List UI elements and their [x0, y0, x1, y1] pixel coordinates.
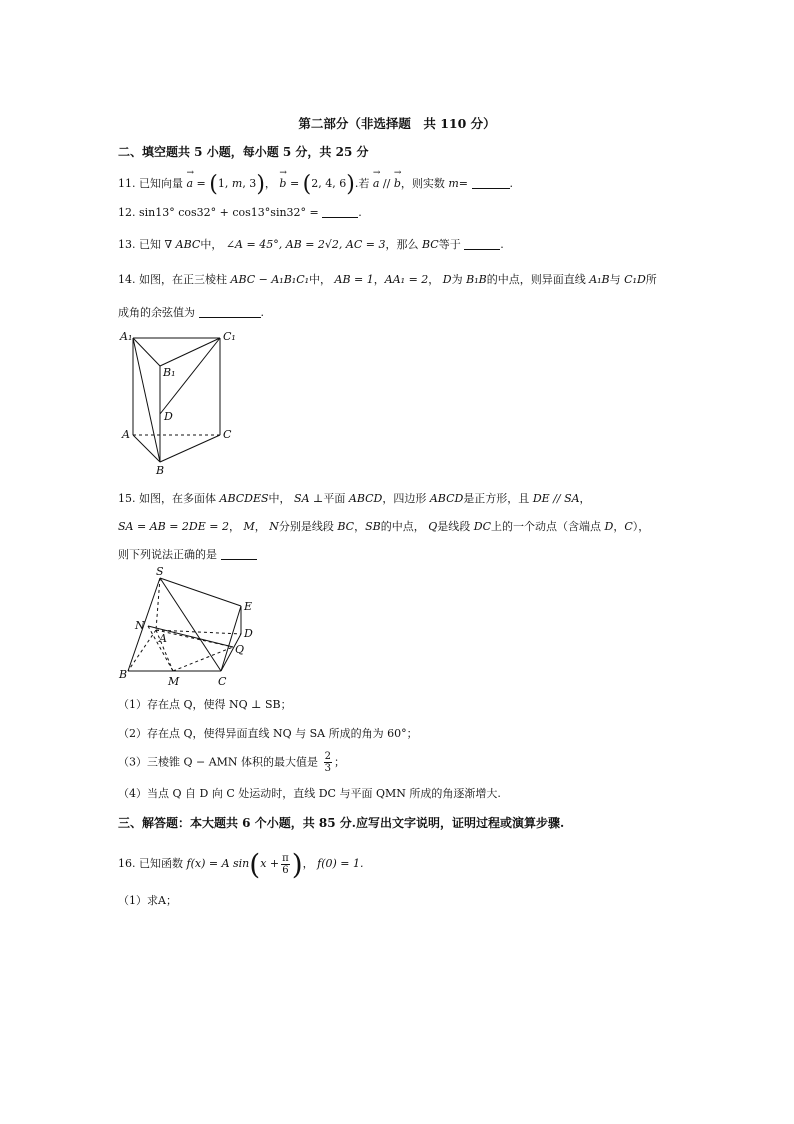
edge-sc [160, 578, 221, 671]
label-d: D [244, 627, 253, 640]
question-14-line2: 成角的余弦值为 . [118, 306, 264, 319]
edge-aq-hidden [156, 630, 233, 647]
answer-blank-15[interactable] [221, 547, 257, 560]
q15-option-1: （1）存在点 Q，使得 NQ ⊥ SB； [118, 698, 292, 711]
label-c1: C₁ [223, 330, 236, 343]
question-12: 12. sin13° cos32° + cos13°sin32° = . [118, 206, 362, 219]
question-15: 15. 如图，在多面体 ABCDES中， SA ⊥平面 ABCD，四边形 ABCD是正方形，且 DE // SA， [118, 492, 591, 505]
question-15-line2: SA = AB = 2DE = 2， M， N分别是线段 BC，SB的中点， Q是线段 DC上的一个动点（含端点 D，C）， [118, 520, 650, 533]
question-16: 16. 已知函数 f(x) = A sin(x + $\frac{\pi}{6}$ )， f(0) = 1. [118, 848, 364, 881]
question-11: 11. 已知向量 → a = (1, m, 3)， → b = (2, 4, 6).若 → a // → b，则实数 m= . [118, 168, 514, 197]
label-a: A [122, 428, 130, 441]
label-s: S [156, 566, 164, 578]
label-e: E [244, 600, 253, 613]
part-title: 第二部分（非选择题 共 110 分） [298, 116, 496, 131]
q15-option-3: （3）三棱锥 Q − AMN 体积的最大值是 $\frac{2}{3}$ ； [118, 751, 345, 774]
section-2-heading: 二、填空题共 5 小题，每小题 5 分，共 25 分 [118, 145, 369, 159]
label-c: C [223, 428, 232, 441]
q16-part-1: （1）求A； [118, 894, 177, 907]
question-14: 14. 如图，在正三棱柱 ABC − A₁B₁C₁中， AB = 1，AA₁ = 2， D为 B₁B的中点，则异面直线 A₁B与 C₁D所 [118, 273, 657, 286]
edge-mq-hidden [173, 647, 233, 671]
section-3-heading: 三、解答题：本大题共 6 个小题，共 85 分.应写出文字说明，证明过程或演算步骤. [118, 816, 565, 830]
prism-figure [118, 328, 248, 478]
label-q: Q [235, 643, 245, 656]
answer-blank-14[interactable] [199, 305, 261, 318]
answer-blank-13[interactable] [464, 237, 500, 250]
edge-se [160, 578, 241, 606]
question-15-line3: 则下列说法正确的是 [118, 546, 257, 562]
label-n: N [135, 619, 145, 632]
q15-option-4: （4）当点 Q 自 D 向 C 处运动时，直线 DC 与平面 QMN 所成的角逐渐增大. [118, 787, 501, 800]
edge-b1c1 [160, 338, 220, 366]
answer-blank-12[interactable] [322, 205, 358, 218]
q15-option-2: （2）存在点 Q，使得异面直线 NQ 与 SA 所成的角为 60°； [118, 727, 418, 740]
question-13: 13. 已知 ∇ ABC中， ∠A = 45°, AB = 2√2, AC = 3，那么 BC等于 . [118, 238, 504, 251]
label-a: A [159, 632, 167, 645]
label-c: C [218, 675, 227, 688]
fraction-pi-over-6: $\frac{\pi}{6}$ [282, 852, 289, 876]
label-a1: A₁ [120, 330, 133, 343]
label-b: B [156, 464, 165, 477]
edge-bc [160, 435, 220, 462]
edge-a1b1 [133, 338, 160, 366]
line-a1b [133, 338, 160, 462]
edge-ab-hidden [128, 630, 156, 671]
label-b1: B₁ [163, 366, 176, 379]
label-b: B [119, 668, 128, 681]
edge-ad-hidden [156, 630, 241, 634]
edge-ab [133, 435, 160, 462]
edge-sa-hidden [156, 578, 160, 630]
label-m: M [168, 675, 180, 688]
polyhedron-figure [118, 566, 268, 690]
answer-blank-11[interactable] [472, 176, 510, 189]
label-d: D [164, 410, 173, 423]
fraction-two-thirds: $\frac{2}{3}$ [324, 751, 331, 774]
